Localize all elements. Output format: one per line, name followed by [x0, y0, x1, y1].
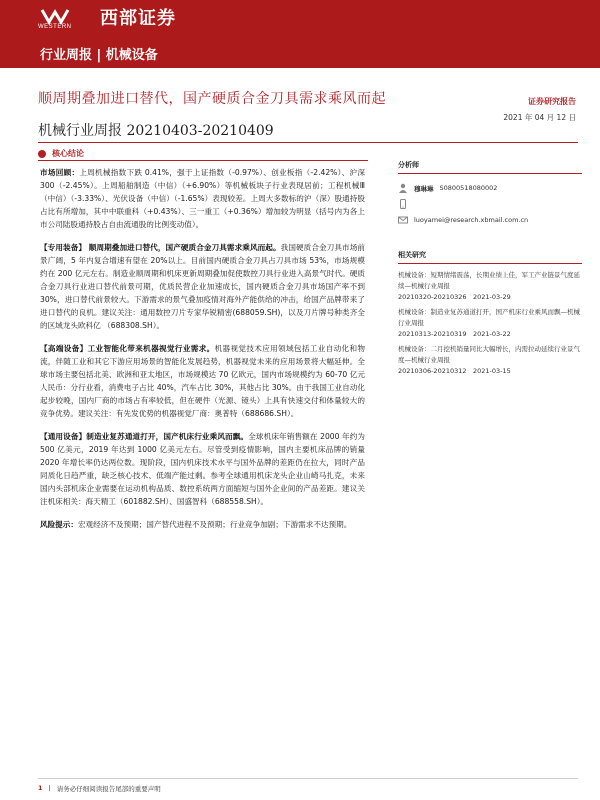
footer-disclaimer: 请务必仔细阅读报告尾部的重要声明 — [56, 785, 161, 793]
page-number: 1 — [38, 784, 43, 792]
email-icon — [398, 215, 408, 225]
related-research-heading: 相关研究 — [398, 250, 582, 264]
analyst-heading: 分析师 — [398, 160, 582, 174]
analyst-name-row — [398, 180, 582, 196]
sidebar — [398, 160, 582, 381]
analyst-cert: S0800518080002 — [439, 184, 498, 192]
report-subtitle: 机械行业周报 20210403-20210409 — [38, 123, 274, 139]
paragraph-general-equipment: 【通用设备】制造业复苏通道打开，国产机床行业乘风而飘。全球机床年销售额在 2000 年约为 500 亿美元，2019 年达到 1000 亿美元左右。尽管受到疫情影响，国内主要机床品牌的销量 2020 年增长率仍达两位数。现阶段，国内机床技术水平与国外品牌的差距仍在拉大，同时产品同质化日趋严重，缺乏核心技术、低端产能过剩。参考全球通用机床龙头企业山崎马扎克，未来国内头部机床企业需要在运动机构品质、数控系统两方面缩短与国外企业间的产品差距。建议关注机床相关：海天精工（601882.SH）、国盛智科（688558.SH）。 — [40, 432, 366, 506]
related-item[interactable]: 机械设备：二月挖机销量同比大幅增长，内需拉动延续行业景气度—机械行业周报 20210306-20210312 2021-03-15 — [398, 345, 580, 375]
brand-logo — [40, 6, 70, 26]
paragraph-high-end-equipment: 【高端设备】工业智能化带来机器视觉行业需求。机器视觉技术应用领域包括工业自动化和物流，伴随工业和其它下游应用场景的智能化发展趋势，机器视觉未来的应用场景将大幅延伸。全球市场主要包括北美、欧洲和亚太地区，市场规模达 70 亿欧元，国内市场规模约为 60-70 亿元人民币：分行业看，消费电子占比 40%，汽车占比 30%，其他占比 30%。由于我国工业自动化起步较晚，国内厂商的市场占有率较低，但在硬件（光源、镜头）上具有快速交付和体量较大的竞争优势。建议关注：有先发优势的机器视觉厂商：奥普特（688686.SH）。 — [40, 344, 366, 418]
paragraph-special-equipment: 【专用装备】 顺周期叠加进口替代，国产硬质合金刀具需求乘风而起。我国硬质合金刀具市场前景广阔，5 年内复合增速有望在 20%以上。目前国内硬质合金刀具占刀具市场 53%，市场规模约在 200 亿元左右。制造业顺周期和机床更新周期叠加促使数控刀具行业进入高景气时代。硬质合金刀具行业进口替代前景可期，优质民营企业加速成长，国内硬质合金刀具市场国产率不到 30%，进口替代前景较大。下游需求的景气叠加疫情对海外产能供给的冲击，给国产品牌带来了进口替代的良机。建议关注：通用数控刀片专家华锐精密(688059.SH)，以及刀片牌号种类齐全的区域龙头欧科亿 （688308.SH）。 — [40, 243, 366, 330]
analyst-email-row — [398, 212, 582, 228]
analyst-name: 穆琳琳 — [414, 184, 434, 193]
footer-separator: | — [48, 784, 51, 792]
bullet-icon — [38, 150, 46, 158]
header-divider — [38, 142, 578, 143]
main-content — [40, 166, 365, 541]
report-date: 2021 年 04 月 12 日 — [503, 113, 576, 122]
related-item[interactable]: 机械设备：制造业复苏通道打开，国产机床行业乘风而飘—机械行业周报 20210313-20210319 2021-03-22 — [398, 308, 580, 338]
report-headline: 顺周期叠加进口替代，国产硬质合金刀具需求乘风而起 — [38, 91, 386, 107]
paragraph-market-review: 市场回顾：上周机械指数下跌 0.41%，强于上证指数（-0.97%）、创业板指（-2.42%）、沪深 300（-2.45%）。上周船舶制造（中信）（+6.90%）等机械板块子行业表现居前；工程机械Ⅲ（中信）（-3.33%）、光伏设备（中信）（-1.65%）表现较差。上周大多数标的沪（深）股通持股占比有所增加，其中中联重科（+0.43%）、三一重工（+0.36%）增加较为明显（括号内为各上市公司陆股通持股占自由流通股的比例变动值）。 — [40, 168, 366, 229]
analyst-email[interactable]: luoyamei@research.xbmail.com.cn — [414, 216, 529, 224]
report-type: 证券研究报告 — [528, 97, 576, 106]
paragraph-risk-warning: 风险提示：宏观经济不及预期；国产替代进程不及预期；行业竞争加剧；下游需求不达预期。 — [40, 520, 352, 529]
footer-divider — [38, 778, 578, 779]
related-item[interactable]: 机械设备：短期情绪震荡，长期业绩上佳，军工产业链景气度延续—机械行业周报 20210320-20210326 2021-03-29 — [398, 271, 580, 301]
analyst-phone-row — [398, 196, 582, 212]
brand-name-cn: 西部证券 — [100, 8, 176, 29]
brand-name-en: WESTERN — [38, 24, 72, 30]
core-conclusion-label: 核心结论 — [52, 149, 84, 158]
core-conclusion-heading — [38, 148, 84, 159]
footer — [38, 784, 161, 793]
phone-icon — [398, 199, 408, 209]
section-divider — [38, 160, 368, 161]
western-logo-icon — [40, 6, 70, 26]
report-category: 行业周报 | 机械设备 — [40, 48, 158, 63]
person-icon — [398, 183, 408, 193]
